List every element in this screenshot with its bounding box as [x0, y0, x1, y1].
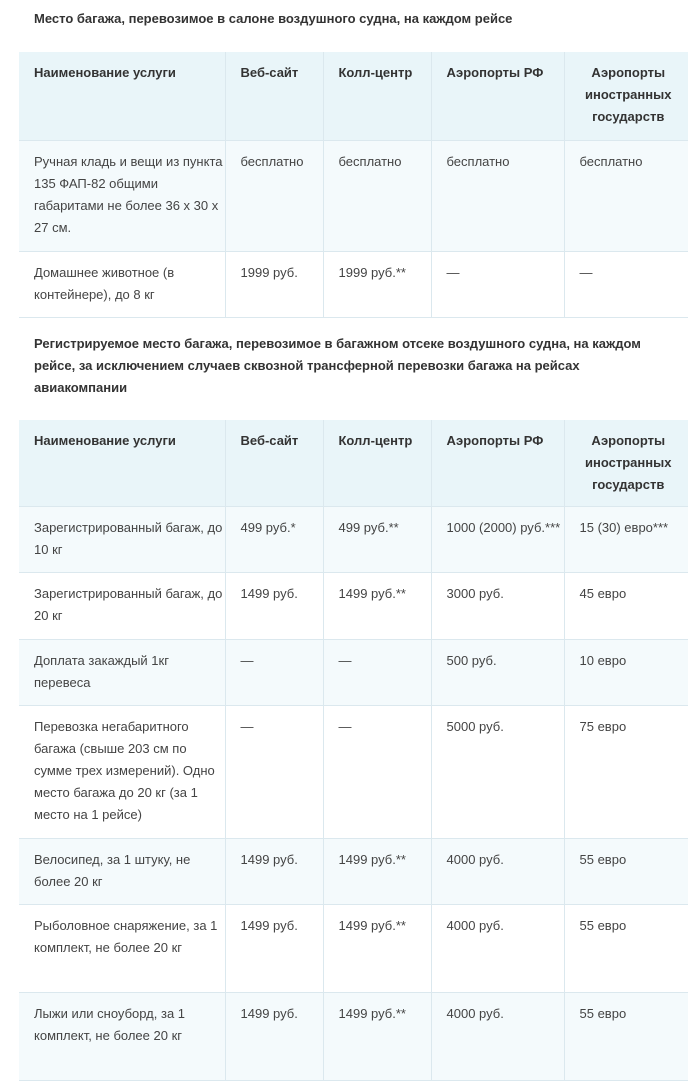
call-center-price-cell: 499 руб.** — [323, 507, 431, 573]
call-center-price-cell: 1499 руб.** — [323, 905, 431, 993]
service-name-cell: Зарегистрированный багаж, до 20 кг — [19, 573, 225, 640]
foreign-airports-price-cell: 15 (30) евро*** — [564, 507, 688, 573]
header-foreign-airports: Аэропорты иностранных государств — [564, 420, 688, 507]
service-name-cell: Перевозка негабаритного багажа (свыше 203 см по сумме трех измерений). Одно место багажа до 20 кг (за 1 место на 1 рейсе) — [19, 706, 225, 839]
call-center-price-cell: 1499 руб.** — [323, 839, 431, 905]
call-center-price-cell: — — [323, 640, 431, 706]
table-row — [19, 252, 688, 318]
website-price-cell: бесплатно — [225, 141, 323, 252]
foreign-airports-price-cell: 10 евро — [564, 640, 688, 706]
russian-airports-price-cell: 500 руб. — [431, 640, 564, 706]
header-call-center: Колл-центр — [323, 420, 431, 507]
website-price-cell: 1499 руб. — [225, 573, 323, 640]
russian-airports-price-cell: 1000 (2000) руб.*** — [431, 507, 564, 573]
header-russian-airports: Аэропорты РФ — [431, 52, 564, 141]
service-name-cell: Велосипед, за 1 штуку, не более 20 кг — [19, 839, 225, 905]
header-call-center: Колл-центр — [323, 52, 431, 141]
foreign-airports-price-cell: 45 евро — [564, 573, 688, 640]
table-row — [19, 573, 688, 640]
foreign-airports-price-cell: бесплатно — [564, 141, 688, 252]
table-row — [19, 993, 688, 1081]
service-name-cell: Зарегистрированный багаж, до 10 кг — [19, 507, 225, 573]
service-name-cell: Доплата закаждый 1кг перевеса — [19, 640, 225, 706]
website-price-cell: 1499 руб. — [225, 905, 323, 993]
website-price-cell: 499 руб.* — [225, 507, 323, 573]
cabin-baggage-table — [19, 52, 688, 318]
service-name-cell: Рыболовное снаряжение, за 1 комплект, не более 20 кг — [19, 905, 225, 993]
header-service-name: Наименование услуги — [19, 420, 225, 507]
foreign-airports-price-cell: — — [564, 252, 688, 318]
table-row — [19, 706, 688, 839]
russian-airports-price-cell: 4000 руб. — [431, 839, 564, 905]
call-center-price-cell: 1499 руб.** — [323, 573, 431, 640]
russian-airports-price-cell: 3000 руб. — [431, 573, 564, 640]
table-row — [19, 141, 688, 252]
header-website: Веб-сайт — [225, 420, 323, 507]
russian-airports-price-cell: 4000 руб. — [431, 905, 564, 993]
website-price-cell: — — [225, 706, 323, 839]
header-service-name: Наименование услуги — [19, 52, 225, 141]
website-price-cell: 1499 руб. — [225, 839, 323, 905]
foreign-airports-price-cell: 55 евро — [564, 905, 688, 993]
table-header-row — [19, 52, 688, 141]
section-title-checked-baggage: Регистрируемое место багажа, перевозимое в багажном отсеке воздушного судна, на каждом рейсе, за исключением случаев сквозной трансферной перевозки багажа на рейсах авиакомпании — [34, 336, 641, 395]
table-row — [19, 640, 688, 706]
call-center-price-cell: — — [323, 706, 431, 839]
service-name-cell: Ручная кладь и вещи из пункта 135 ФАП-82 общими габаритами не более 36 х 30 х 27 см. — [19, 141, 225, 252]
russian-airports-price-cell: 4000 руб. — [431, 993, 564, 1081]
table-header-row — [19, 420, 688, 507]
service-name-cell: Домашнее животное (в контейнере), до 8 кг — [19, 252, 225, 318]
header-website: Веб-сайт — [225, 52, 323, 141]
section-title-cabin-baggage: Место багажа, перевозимое в салоне воздушного судна, на каждом рейсе — [34, 11, 513, 26]
header-foreign-airports: Аэропорты иностранных государств — [564, 52, 688, 141]
header-russian-airports: Аэропорты РФ — [431, 420, 564, 507]
foreign-airports-price-cell: 55 евро — [564, 993, 688, 1081]
russian-airports-price-cell: — — [431, 252, 564, 318]
call-center-price-cell: бесплатно — [323, 141, 431, 252]
table-row — [19, 507, 688, 573]
foreign-airports-price-cell: 75 евро — [564, 706, 688, 839]
russian-airports-price-cell: 5000 руб. — [431, 706, 564, 839]
call-center-price-cell: 1999 руб.** — [323, 252, 431, 318]
russian-airports-price-cell: бесплатно — [431, 141, 564, 252]
table-row — [19, 905, 688, 993]
foreign-airports-price-cell: 55 евро — [564, 839, 688, 905]
service-name-cell: Лыжи или сноуборд, за 1 комплект, не более 20 кг — [19, 993, 225, 1081]
website-price-cell: 1499 руб. — [225, 993, 323, 1081]
call-center-price-cell: 1499 руб.** — [323, 993, 431, 1081]
checked-baggage-table — [19, 420, 688, 1081]
website-price-cell: — — [225, 640, 323, 706]
table-row — [19, 839, 688, 905]
website-price-cell: 1999 руб. — [225, 252, 323, 318]
